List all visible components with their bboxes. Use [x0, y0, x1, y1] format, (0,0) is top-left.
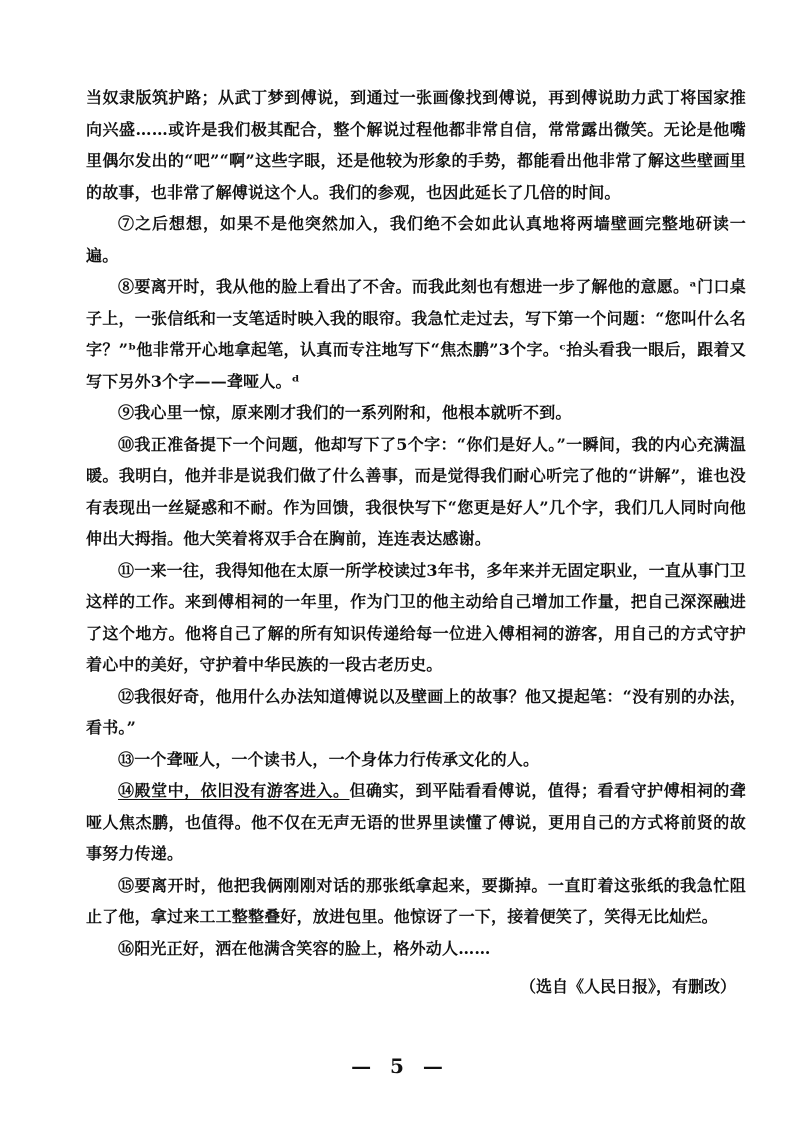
- paragraph-16: ⑯阳光正好，洒在他满含笑容的脸上，格外动人……: [118, 938, 491, 958]
- paragraph-14-rest: 但确实，到平陆看看傅说，值得；看看守护傅相祠的聋哑人焦杰鹏，也值得。他不仅在无声无语的世界里读懂了傅说，更用自己的方式将前贤的故事努力传递。: [86, 781, 746, 863]
- paragraph-14: [86, 775, 746, 870]
- paragraph-8: ⑧要离开时，我从他的脸上看出了不舍。而我此刻也有想进一步了解他的意愿。ᵃ门口桌子上，一张信纸和一支笔适时映入我的眼帘。我急忙走过去，写下第一个问题：“您叫什么名字？”ᵇ他非常开心地拿起笔，认真而专注地写下“焦杰鹏”3个字。ᶜ抬头看我一眼后，跟着又写下另外3个字——聋哑人。ᵈ: [86, 277, 746, 391]
- paragraph-continued: 当奴隶版筑护路；从武丁梦到傅说，到通过一张画像找到傅说，再到傅说助力武丁将国家推向兴盛……或许是我们极其配合，整个解说过程他都非常自信，常常露出微笑。无论是他嘴里偶尔发出的“吧”“啊”这些字眼，还是他较为形象的手势，都能看出他非常了解这些壁画里的故事，也非常了解傅说这个人。我们的参观，也因此延长了几倍的时间。: [86, 88, 746, 202]
- paragraph-10: ⑩我正准备提下一个问题，他却写下了5个字：“你们是好人。”一瞬间，我的内心充满温暖。我明白，他并非是说我们做了什么善事，而是觉得我们耐心听完了他的“讲解”，谁也没有表现出一丝疑惑和不耐。作为回馈，我很快写下“您更是好人”几个字，我们几人同时向他伸出大拇指。他大笑着将双手合在胸前，连连表达感谢。: [86, 434, 746, 548]
- paragraph-13: ⑬一个聋哑人，一个读书人，一个身体力行传承文化的人。: [118, 749, 540, 769]
- paragraph-12: ⑫我很好奇，他用什么办法知道傅说以及壁画上的故事？他又提起笔：“没有别的办法，看书。”: [86, 686, 746, 737]
- paragraph-9: ⑨我心里一惊，原来刚才我们的一系列附和，他根本就听不到。: [118, 403, 572, 422]
- underlined-sentence: ⑭殿堂中，依旧没有游客进入。: [118, 781, 350, 800]
- paragraph-11: ⑪一来一往，我得知他在太原一所学校读过3年书，多年来并无固定职业，一直从事门卫这样的工作。来到傅相祠的一年里，作为门卫的他主动给自己增加工作量，把自己深深融进了这个地方。他将自己了解的所有知识传递给每一位进入傅相祠的游客，用自己的方式守护着心中的美好，守护着中华民族的一段古老历史。: [86, 560, 746, 674]
- page-number: — 5 —: [351, 1054, 449, 1078]
- paragraph-15: ⑮要离开时，他把我俩刚刚对话的那张纸拿起来，要撕掉。一直盯着这张纸的我急忙阻止了他，拿过来工工整整叠好，放进包里。他惊讶了一下，接着便笑了，笑得无比灿烂。: [86, 875, 746, 926]
- source-citation: （选自《人民日报》，有删改）: [519, 977, 736, 996]
- paragraph-7: ⑦之后想想，如果不是他突然加入，我们绝不会如此认真地将两墙壁画完整地研读一遍。: [86, 214, 746, 265]
- article-body: [86, 82, 746, 964]
